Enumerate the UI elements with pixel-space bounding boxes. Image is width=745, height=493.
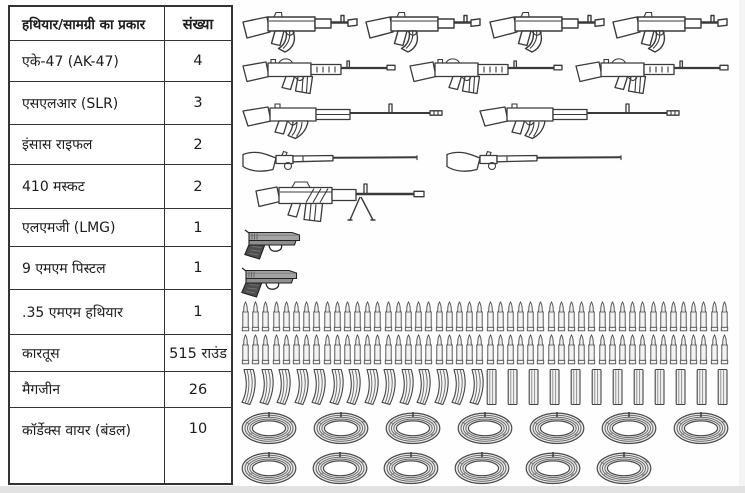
mag-straight-icon xyxy=(485,368,498,406)
slr-icon xyxy=(241,54,396,96)
bullet-icon xyxy=(261,301,270,332)
bullet-icon xyxy=(312,334,321,365)
weapon-type-cell: इंसास राइफल xyxy=(10,124,164,164)
ak47-row xyxy=(241,2,729,54)
weapon-type-cell: एके-47 (AK-47) xyxy=(10,40,164,81)
bullet-icon xyxy=(720,334,729,365)
bullet-icon xyxy=(649,334,658,365)
lmg-group xyxy=(254,178,439,222)
bullet-icon xyxy=(577,301,586,332)
weapon-count-cell: 2 xyxy=(164,164,231,208)
coil-icon xyxy=(241,410,297,446)
bullet-icon xyxy=(435,334,444,365)
bullet-icon xyxy=(272,301,281,332)
musket-icon xyxy=(241,146,423,174)
coil-row-2 xyxy=(241,447,729,487)
bullet-group xyxy=(241,301,729,332)
bullet-icon xyxy=(659,334,668,365)
bullet-icon xyxy=(618,301,627,332)
bullet-icon xyxy=(577,334,586,365)
slr-icon xyxy=(574,54,729,96)
bullet-icon xyxy=(689,301,698,332)
bullet-icon xyxy=(282,334,291,365)
bottom-edge-strip xyxy=(0,486,745,493)
weapon-type-cell: एलएमजी (LMG) xyxy=(10,208,164,246)
bullet-icon xyxy=(669,334,678,365)
ak47-icon xyxy=(488,7,606,53)
slr-row xyxy=(241,54,729,100)
insas-icon xyxy=(241,100,446,140)
bullet-icon xyxy=(394,301,403,332)
bullet-icon xyxy=(414,301,423,332)
mag-curved-icon xyxy=(346,368,362,406)
weapon-count-cell: 2 xyxy=(164,124,231,164)
mag-curved-icon xyxy=(329,368,345,406)
ak47-icon xyxy=(241,7,359,53)
figure-panel xyxy=(241,2,729,488)
mag-straight-icon xyxy=(653,368,666,406)
bullet-icon xyxy=(333,301,342,332)
bullet-icon xyxy=(608,334,617,365)
bullet-icon xyxy=(598,301,607,332)
weapon-count-cell: 3 xyxy=(164,81,231,124)
mag-curved-icon xyxy=(276,368,292,406)
ak47-icon xyxy=(611,7,729,53)
weapon-count-cell: 26 xyxy=(164,371,231,407)
bullet-icon xyxy=(292,301,301,332)
mag-curved-icon xyxy=(311,368,327,406)
bullet-icon xyxy=(486,334,495,365)
bullet-row-2 xyxy=(241,332,729,365)
bullet-icon xyxy=(414,334,423,365)
weapon-count-cell: 1 xyxy=(164,289,231,334)
insas-row xyxy=(241,100,729,144)
bullet-icon xyxy=(261,334,270,365)
weapon-type-cell: 410 मस्कट xyxy=(10,164,164,208)
bullet-icon xyxy=(323,334,332,365)
insas-icon xyxy=(478,100,683,140)
bullet-icon xyxy=(679,334,688,365)
mag-straight-icon xyxy=(548,368,561,406)
bullet-icon xyxy=(598,334,607,365)
bullet-icon xyxy=(506,334,515,365)
mag-curved-icon xyxy=(241,368,257,406)
bullet-icon xyxy=(404,334,413,365)
bullet-icon xyxy=(302,334,311,365)
mag-straight-group xyxy=(485,368,729,406)
bullet-icon xyxy=(506,301,515,332)
pistol-group xyxy=(244,226,304,260)
mag-straight-icon xyxy=(674,368,687,406)
slr-group xyxy=(241,54,729,96)
bullet-icon xyxy=(486,301,495,332)
coil-icon xyxy=(673,410,729,446)
bullet-icon xyxy=(526,301,535,332)
mag-curved-icon xyxy=(469,368,485,406)
bullet-icon xyxy=(618,334,627,365)
bullet-icon xyxy=(445,301,454,332)
weapon-count-cell: 10 xyxy=(164,407,231,483)
bullet-icon xyxy=(292,334,301,365)
mag-curved-icon xyxy=(399,368,415,406)
bullet-icon xyxy=(475,334,484,365)
weapon-type-cell: मैगजीन xyxy=(10,371,164,407)
bullet-icon xyxy=(649,301,658,332)
bullet-icon xyxy=(710,334,719,365)
bullet-icon xyxy=(638,334,647,365)
coil-icon xyxy=(312,450,368,486)
bullet-icon xyxy=(679,301,688,332)
bullet-icon xyxy=(424,301,433,332)
coil-group xyxy=(241,450,652,486)
coil-icon xyxy=(454,450,510,486)
bullet-icon xyxy=(608,301,617,332)
mag-curved-icon xyxy=(381,368,397,406)
coil-icon xyxy=(383,450,439,486)
coil-icon xyxy=(596,450,652,486)
bullet-icon xyxy=(435,301,444,332)
bullet-row-1 xyxy=(241,299,729,332)
bullet-icon xyxy=(455,301,464,332)
bullet-icon xyxy=(404,301,413,332)
bullet-icon xyxy=(638,301,647,332)
weapon-type-cell: 9 एमएम पिस्टल xyxy=(10,246,164,289)
bullet-icon xyxy=(343,301,352,332)
bullet-icon xyxy=(323,301,332,332)
weapons-table xyxy=(8,5,233,485)
coil-icon xyxy=(241,450,297,486)
mag-curved-icon xyxy=(364,368,380,406)
table-header-count: संख्या xyxy=(164,7,231,40)
magazine-row xyxy=(241,365,729,407)
weapon-type-cell: .35 एमएम हथियार xyxy=(10,289,164,334)
bullet-icon xyxy=(363,301,372,332)
coil-group xyxy=(241,410,729,446)
bullet-icon xyxy=(516,301,525,332)
bullet-icon xyxy=(373,301,382,332)
bullet-icon xyxy=(689,334,698,365)
slr-icon xyxy=(408,54,563,96)
mag-curved-icon xyxy=(451,368,467,406)
bullet-icon xyxy=(465,301,474,332)
bullet-icon xyxy=(384,301,393,332)
bullet-icon xyxy=(516,334,525,365)
weapon-type-cell: एसएलआर (SLR) xyxy=(10,81,164,124)
bullet-icon xyxy=(669,301,678,332)
mag-straight-icon xyxy=(527,368,540,406)
mag-straight-icon xyxy=(695,368,708,406)
bullet-icon xyxy=(384,334,393,365)
bullet-icon xyxy=(343,334,352,365)
coil-icon xyxy=(313,410,369,446)
insas-group xyxy=(241,100,683,140)
weapon-type-cell: कॉर्डेक्स वायर (बंडल) xyxy=(10,407,164,483)
mag-straight-icon xyxy=(632,368,645,406)
weapon-count-cell: 4 xyxy=(164,40,231,81)
bullet-icon xyxy=(241,301,250,332)
mag-straight-icon xyxy=(590,368,603,406)
weapon-count-cell: 1 xyxy=(164,208,231,246)
mag-straight-icon xyxy=(611,368,624,406)
bullet-icon xyxy=(720,301,729,332)
bullet-icon xyxy=(536,301,545,332)
bullet-icon xyxy=(628,301,637,332)
bullet-icon xyxy=(424,334,433,365)
coil-row-1 xyxy=(241,407,729,447)
bullet-icon xyxy=(710,301,719,332)
bullet-icon xyxy=(363,334,372,365)
coil-icon xyxy=(457,410,513,446)
bullet-icon xyxy=(282,301,291,332)
mag-curved-group xyxy=(241,368,485,406)
bullet-icon xyxy=(455,334,464,365)
bullet-icon xyxy=(659,301,668,332)
lmg-row xyxy=(241,178,729,224)
bullet-icon xyxy=(302,301,311,332)
bullet-icon xyxy=(475,301,484,332)
bullet-icon xyxy=(251,301,260,332)
ak47-group xyxy=(241,7,729,53)
weapon-count-cell: 1 xyxy=(164,246,231,289)
coil-icon xyxy=(385,410,441,446)
bullet-icon xyxy=(353,301,362,332)
weapon-count-cell: 515 राउंड xyxy=(164,334,231,371)
bullet-icon xyxy=(241,334,250,365)
pistol-row-1 xyxy=(241,224,729,261)
pistol-icon xyxy=(241,264,301,298)
bullet-icon xyxy=(557,301,566,332)
right-edge-strip xyxy=(739,0,745,493)
mag-straight-icon xyxy=(506,368,519,406)
bullet-icon xyxy=(699,301,708,332)
mag-curved-icon xyxy=(259,368,275,406)
bullet-icon xyxy=(496,334,505,365)
bullet-icon xyxy=(526,334,535,365)
bullet-icon xyxy=(373,334,382,365)
coil-icon xyxy=(529,410,585,446)
mag-curved-icon xyxy=(416,368,432,406)
coil-icon xyxy=(601,410,657,446)
pistol-row-2 xyxy=(241,261,729,299)
bullet-icon xyxy=(587,301,596,332)
bullet-icon xyxy=(547,301,556,332)
bullet-icon xyxy=(536,334,545,365)
bullet-icon xyxy=(251,334,260,365)
table-header-type: हथियार/सामग्री का प्रकार xyxy=(22,16,146,33)
bullet-icon xyxy=(445,334,454,365)
bullet-icon xyxy=(312,301,321,332)
musket-icon xyxy=(445,146,627,174)
bullet-icon xyxy=(272,334,281,365)
bullet-icon xyxy=(496,301,505,332)
mag-curved-icon xyxy=(294,368,310,406)
weapon-type-cell: कारतूस xyxy=(10,334,164,371)
mag-curved-icon xyxy=(434,368,450,406)
ak47-icon xyxy=(364,7,482,53)
musket-row xyxy=(241,144,729,178)
bullet-icon xyxy=(547,334,556,365)
pistol-group xyxy=(241,264,301,298)
bullet-icon xyxy=(628,334,637,365)
bullet-icon xyxy=(699,334,708,365)
bullet-icon xyxy=(567,334,576,365)
bullet-icon xyxy=(567,301,576,332)
bullet-icon xyxy=(333,334,342,365)
coil-icon xyxy=(525,450,581,486)
bullet-icon xyxy=(465,334,474,365)
bullet-icon xyxy=(587,334,596,365)
bullet-icon xyxy=(557,334,566,365)
pistol-icon xyxy=(244,226,304,260)
mag-straight-icon xyxy=(716,368,729,406)
musket-group xyxy=(241,146,627,174)
bullet-icon xyxy=(394,334,403,365)
lmg-icon xyxy=(254,178,439,222)
bullet-icon xyxy=(353,334,362,365)
mag-straight-icon xyxy=(569,368,582,406)
bullet-group xyxy=(241,334,729,365)
